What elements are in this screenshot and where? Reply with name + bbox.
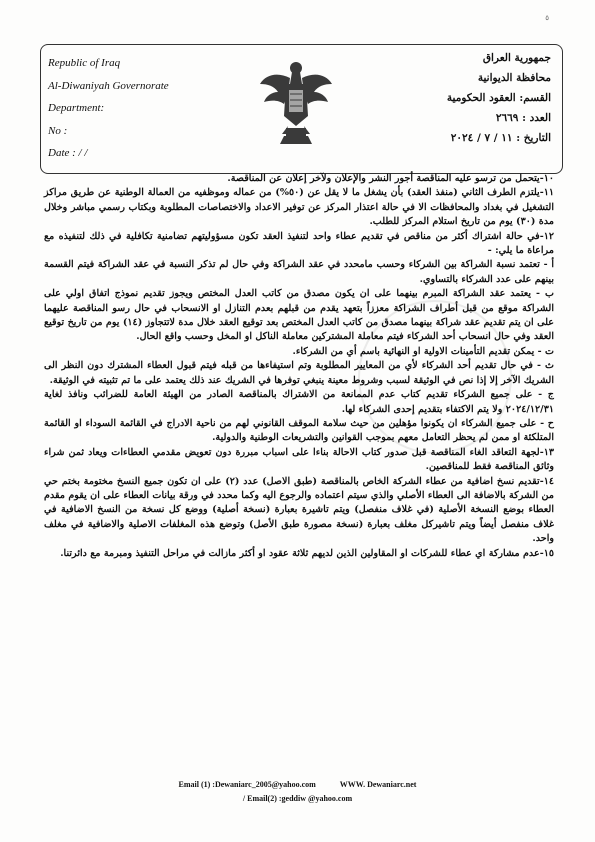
email-2: / Email(2) :geddiw @yahoo.com [242,794,353,803]
clause-12-e: ج - على جميع الشركاء تقديم كتاب عدم الممانعة من الاشتراك بالمناقصة الصادر من الهيئة العامة للضرائب ونافذ لغاية ٢٠٢٤/١٢/٣١ ولا يتم الاكتفاء بتقديم إحدى الشركاء لها. [44,389,554,415]
clause-10: ١٠-يتحمل من ترسو عليه المناقصة أجور النشر والإعلان ولآخر إعلان عن المناقصة. [227,173,554,184]
clause-13: ١٣-لجهة التعاقد الغاء المناقصة قبل صدور كتاب الاحالة بناءا على اسباب مبررة دون تعويض مقدمي العطاءات ويعاد ثمن شراء وثائق المناقصة فقط للمناقصين. [44,446,554,473]
page-mark: ٥ [545,14,549,22]
clause-12-d: ث - في حال تقديم أحد الشركاء لأي من المعايير المطلوبة وتم استيفاءها من قبله فيتم قبول العطاء المشترك دون النظر الى الشريك الآخر إلا إذا نص في الوثيقة لسبب وشروط معينة ينبغي توفرها في الشريك عند ذلك يعتمد على ما تم تثبيته في الوثيقة. [44,360,554,386]
footer-line-1 [0,780,595,789]
republic-en: Republic of Iraq [48,57,121,69]
clause-12-a: أ - تعتمد نسبة الشراكة بين الشركاء وحسب مامحدد في عقد الشراكة وفي حال لم تذكر النسبة في عقد الشراكة فيتم القسمة بينهم على عدد الشركاء بالتساوي. [44,259,554,285]
date-ar: التاريخ : ١١ / ٧ / ٢٠٢٤ [450,132,551,144]
number-ar: العدد : ٢٦٦٩ [495,112,551,124]
clause-12: ١٢-في حالة اشتراك أكثر من مناقص في تقديم عطاء واحد لتنفيذ العقد تكون مسؤوليتهم تضامنية تكافلية في ذلك لتنفيذه مع مراعاة ما يلي: - [44,230,554,257]
clause-12-b: ب - يعتمد عقد الشراكة المبرم بينهما على ان يكون مصدق من كاتب العدل المختص ويجوز تقديم نموذج اتفاق اولي على الشراكة موقع من قبل أطراف الشراكة معززاً بتعهد يقدم من قبلهم بعدم التنازل او الانسحاب في حال رسو المناقصة عليهما على ان يتم تقديم عقد شراكة بينهما مصدق من كاتب العدل المختص بعد توقيع العقد خلال مدة لاتتجاوز (١٤) يوم من تاريخ توقيع العقد وفي حال انسحاب أحد الشركاء فيتم معاملة المشتركين معاملة الناكل او المخل وحسب واقع الحال. [44,288,554,343]
clause-11: ١١-يلتزم الطرف الثاني (منفذ العقد) بأن يشغل ما لا يقل عن (٥٠%) من عماله وموظفيه من العمالة الوطنية عن طريق مراكز التشغيل في بغداد والمحافظات الا في حالة اعتذار المركز عن توفير الاعداد والاختصاصات المطلوبة وبكتاب رسمي مباشر وخلال مدة (٣٠) يوم من تاريخ استلام المركز للطلب. [44,187,554,228]
letterhead-arabic [351,48,551,148]
clause-14: ١٤-تقديم نسخ اضافية من عطاء الشركة الخاص بالمناقصة (طبق الاصل) عدد (٢) على ان تكون جميع النسخ مختومة بختم حي من الشركة بالاضافة الى العطاء الأصلي والذي سيتم اعتماده والرجوع اليه وكما محدد في ورقة بيانات العطاء على ان يقوم مقدم العطاء بوضع النسخة الأصلية (في غلاف منفصل) ويتم تاشيرة بعبارة (نسخة أصلية) ووضع كل نسخة من النسخ الاضافية في غلاف منفصل أيضاً ويتم تاشيركل مغلف بعبارة (نسخة مصورة طبق الأصل) وتوضع هذه المغلفات الاصلية والاضافية في مغلف واحد. [44,475,554,545]
governorate-ar: محافظة الديوانية [477,72,551,84]
date-en: Date : / / [48,147,88,159]
department-ar: القسم: العقود الحكومية [446,92,551,104]
document-body [44,172,554,561]
footer-line-2 [0,794,595,803]
website: WWW. Dewaniarc.net [339,780,417,789]
republic-ar: جمهورية العراق [482,52,551,64]
eagle-emblem-icon [258,54,334,154]
number-en: No : [48,124,68,137]
clause-12-f: ح - على جميع الشركاء ان يكونوا مؤهلين من حيث سلامة الموقف القانوني لهم من ناحية الادراج في القائمة السوداء او القائمة المتلكئة او ممن لم يحظر التعامل معهم بموجب القوانين والتشريعات الوطنية والدولية. [44,417,554,444]
clause-15: ١٥-عدم مشاركة اي عطاء للشركات او المقاولين الذين لديهم ثلاثة عقود او أكثر مازالت في مراحل التنفيذ ومبرمة مع دائرتنا. [60,547,554,559]
department-en: Department: [48,102,105,114]
email-1: Email (1) :Dewaniarc_2005@yahoo.com [178,780,316,789]
clause-12-c: ت - يمكن تقديم التأمينات الاولية او النهائية باسم أي من الشركاء. [292,345,554,357]
governorate-en: Al-Diwaniyah Governorate [48,79,169,92]
letterhead-english [48,52,248,165]
